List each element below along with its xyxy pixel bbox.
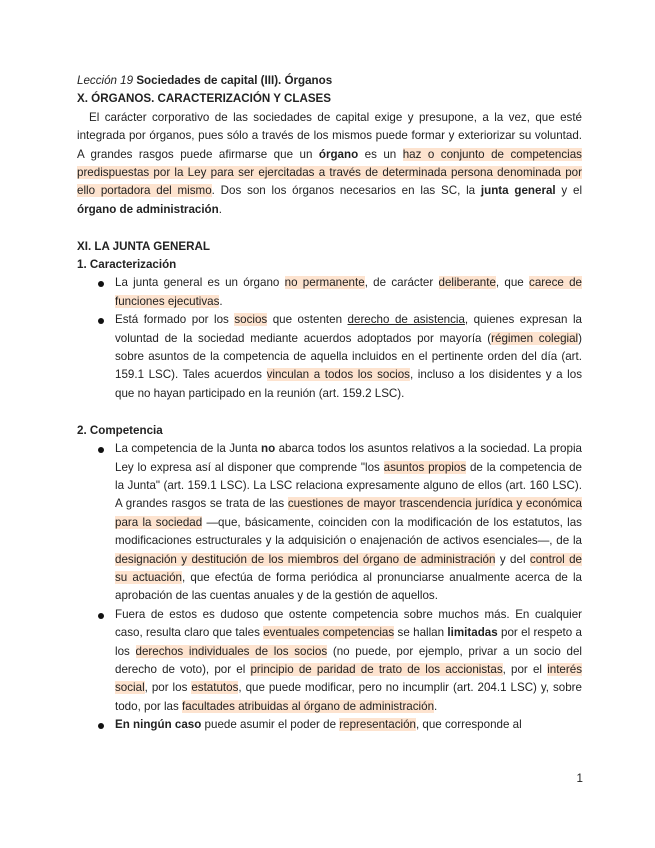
text-run: , que efectúa de forma periódica al pronunciarse anualmente acerca de la aprobación de las cuentas anuales y de la gestión de aquellos. (115, 570, 582, 603)
highlight: deliberante (438, 276, 496, 290)
highlight: estatutos (191, 681, 239, 695)
text-run: . Dos son los órganos necesarios en las SC, la (211, 184, 481, 198)
text-run: El carácter corporativo de las sociedades de capital exige y presupone, a la vez, que esté integrada por órganos, pues sólo a través de los mismos puede formar y exteriorizar su voluntad. A grandes rasgos puede afirmarse que un (77, 110, 582, 161)
document-page (77, 72, 582, 735)
text-run: La competencia de la Junta (115, 442, 261, 456)
section-x-paragraph (77, 109, 582, 219)
highlight: eventuales competencias (263, 626, 395, 640)
list-item (77, 440, 582, 606)
highlight: haz o conjunto de competencias predispuestas por la Ley para ser ejercitadas a través de determinada persona denominada por ello portadora del mismo (77, 147, 582, 198)
text-run: , de carácter (364, 276, 439, 290)
text-run: (no puede, por ejemplo, privar a un socio del derecho de voto), por el (115, 644, 583, 676)
section-xi-heading-text: XI. LA JUNTA GENERAL (77, 239, 210, 253)
text-run: ) sobre asuntos de la competencia de aquella incluidos en el pertinente orden del día (art. 159.1 LSC). Tales acuerdos (115, 331, 582, 382)
lesson-title (77, 72, 582, 90)
subsection-1-heading-text: 1. Caracterización (77, 258, 177, 272)
bold-run: órgano de administración (77, 202, 219, 216)
text-run: . (434, 699, 438, 713)
text-run: , que (495, 276, 530, 290)
section-x-heading-text: X. ÓRGANOS. CARACTERIZACIÓN Y CLASES (77, 92, 332, 106)
bold-run: junta general (480, 184, 556, 198)
text-run: , incluso a los disidentes y a los que no hayan participado en la reunión (art. 159.2 LSC). (115, 368, 582, 400)
text-run: Fuera de estos es dudoso que ostente competencia sobre muchos más. En cualquier caso, resulta claro que tales (115, 607, 582, 640)
caracterizacion-list (77, 274, 582, 403)
highlight: designación y destitución de los miembros del órgano de administración (115, 552, 496, 566)
page-number: 1 (576, 772, 583, 785)
highlight: representación (339, 718, 416, 732)
highlight: control de su actuación (115, 552, 583, 584)
highlight: asuntos propios (383, 460, 467, 474)
list-item (77, 716, 582, 734)
subsection-2-heading (77, 422, 582, 440)
text-run: . (218, 202, 222, 216)
highlight: socios (234, 313, 268, 327)
text-run: de la competencia de la Junta" (art. 159.1 LSC). La LSC relaciona expresamente alguno de ellos (art. 160 LSC). A grandes rasgos se trata de las (115, 460, 583, 511)
text-run: , quienes expresan la voluntad de la sociedad mediante acuerdos adoptados por mayoría ( (115, 313, 582, 345)
highlight: derechos individuales de los socios (135, 644, 328, 658)
text-run: , que puede modificar, pero no incumplir (art. 204.1 LSC) y, sobre todo, por las (115, 681, 582, 713)
text-run: que ostenten (267, 313, 348, 327)
highlight: régimen colegial (491, 331, 579, 345)
highlight: principio de paridad de trato de los accionistas (250, 662, 503, 676)
lesson-heading: Sociedades de capital (III). Órganos (136, 74, 333, 87)
bold-run: En ningún caso (115, 718, 202, 732)
highlight: carece de funciones ejecutivas (115, 276, 583, 308)
text-run: y el (555, 184, 583, 198)
text-run: puede asumir el poder de (201, 718, 340, 732)
lesson-label: Lección 19 (77, 74, 134, 87)
text-run: por el respeto a los (115, 626, 582, 658)
text-run: La junta general es un órgano (115, 276, 285, 290)
text-run: es un (358, 147, 403, 161)
highlight: cuestiones de mayor trascendencia jurídica y económica para la sociedad (115, 497, 582, 529)
spacer (77, 403, 582, 421)
text-run: Está formado por los (115, 313, 235, 327)
text-run: abarca todos los asuntos relativos a la sociedad. La propia Ley lo expresa así al disponer que comprende "los (115, 442, 582, 474)
section-x-heading (77, 90, 582, 108)
highlight: no permanente (284, 276, 365, 290)
text-run: —que, básicamente, coinciden con la modificación de los estatutos, las modificaciones estructurales y la adquisición o enajenación de activos esenciales—, de la (115, 515, 582, 548)
highlight: vinculan a todos los socios (266, 368, 410, 382)
bold-run: limitadas (447, 626, 498, 640)
bold-run: no (261, 442, 276, 456)
text-run: y del (495, 552, 530, 566)
subsection-1-heading (77, 256, 582, 274)
subsection-2-heading-text: 2. Competencia (77, 423, 163, 437)
text-run: , por el (502, 662, 548, 676)
text-run: se hallan (394, 626, 448, 640)
bold-run: órgano (318, 147, 359, 161)
text-run: . (219, 294, 223, 308)
list-item (77, 606, 582, 716)
list-item (77, 311, 582, 403)
section-xi-heading (77, 238, 582, 256)
underlined-text: derecho de asistencia (347, 313, 465, 327)
list-item (77, 274, 582, 311)
highlight: facultades atribuidas al órgano de administración (182, 699, 435, 713)
text-run: , por los (144, 681, 192, 695)
competencia-list (77, 440, 582, 735)
spacer (77, 219, 582, 237)
text-run: , que corresponde al (415, 718, 522, 732)
highlight: interés social (115, 662, 582, 695)
